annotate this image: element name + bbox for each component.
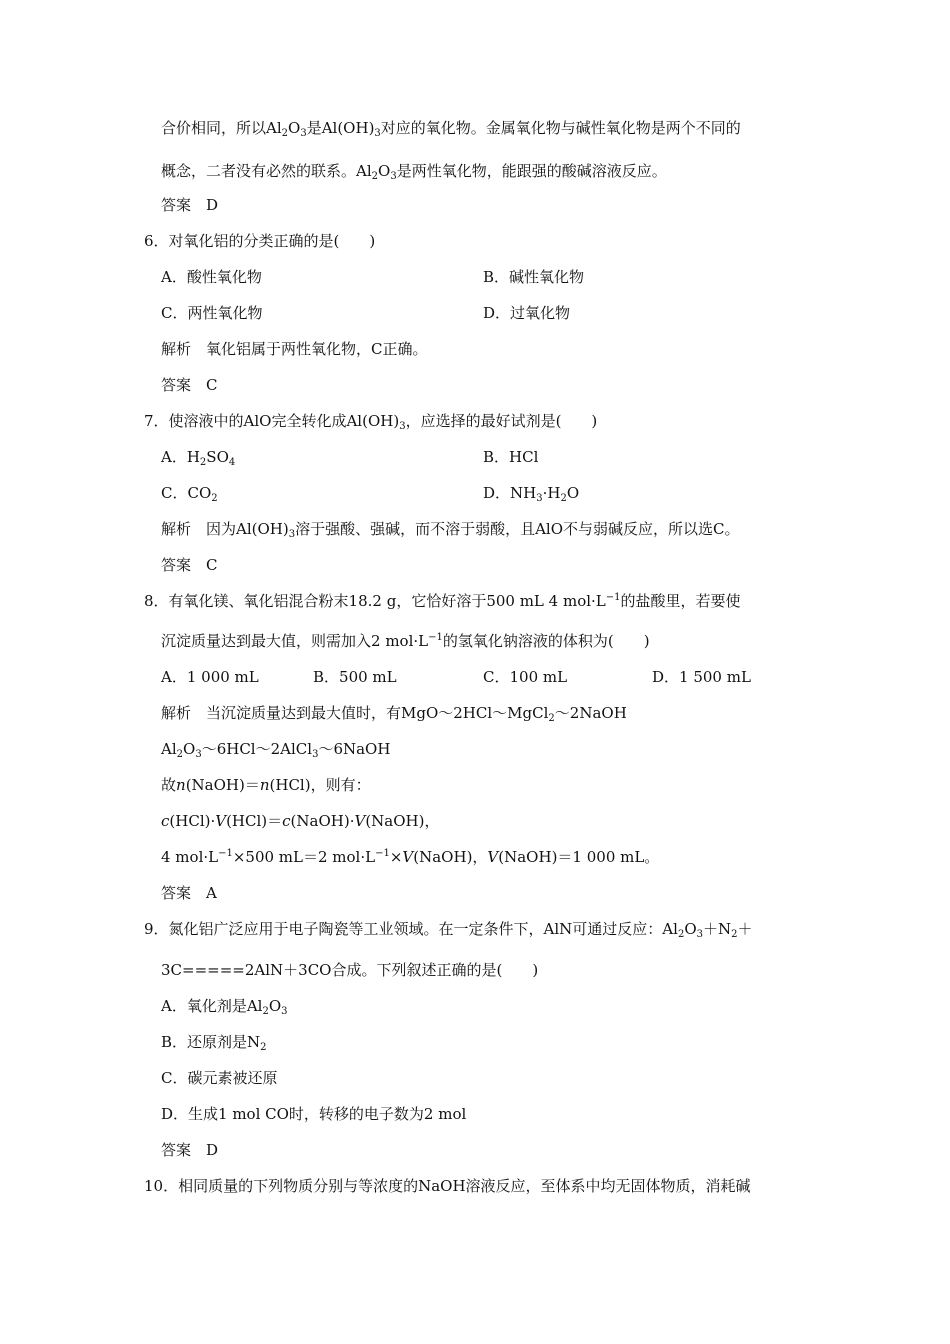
- extra-1: D．过氧化物: [483, 304, 571, 322]
- lines-21: 答案 A: [161, 884, 217, 902]
- lines-13: 8．有氧化镁、氧化铝混合粉末18.2 g，它恰好溶于500 mL 4 $mol\cdot L^{-1}$的盐酸里，若要使: [144, 592, 741, 610]
- lines-7: 答案 C: [161, 376, 218, 394]
- lines-9: A．$H_2SO_4$: [161, 448, 236, 468]
- lines-28: 答案 D: [161, 1141, 219, 1159]
- lines-27: D．生成1 mol CO时，转移的电子数为2 mol: [161, 1105, 467, 1123]
- lines-29: 10．相同质量的下列物质分别与等浓度的NaOH溶液反应，至体系中均无固体物质，消耗碱: [144, 1177, 751, 1195]
- extra-6: D．1 500 mL: [652, 668, 751, 686]
- lines-17: $Al_2O_3\sim 6HCl\sim 2AlCl_3\sim 6NaOH$: [161, 740, 391, 760]
- lines-10: C．$CO_2$: [161, 484, 218, 504]
- lines-6: 解析 氧化铝属于两性氧化物，C正确。: [161, 340, 428, 358]
- lines-8: 7．使溶液中的AlO完全转化成$Al(OH)_3$，应选择的最好试剂是( ): [144, 412, 598, 432]
- lines-11: 解析 因为$Al(OH)_3$溶于强酸、强碱，而不溶于弱酸，且AlO不与弱碱反应，所以选C。: [161, 520, 740, 540]
- lines-18: 故n(NaOH)＝n(HCl)，则有：: [161, 776, 371, 794]
- lines-23: 3C=====2AlN＋3CO合成。下列叙述正确的是( ): [161, 961, 539, 979]
- lines-1: 概念，二者没有必然的联系。$Al_2O_3$是两性氧化物，能跟强的酸碱溶液反应。: [161, 162, 667, 182]
- lines-3: 6．对氧化铝的分类正确的是( ): [144, 232, 376, 250]
- lines-19: c(HCl)·V(HCl)＝c(NaOH)·V(NaOH)，: [161, 812, 440, 830]
- lines-22: 9．氮化铝广泛应用于电子陶瓷等工业领域。在一定条件下，AlN可通过反应：$Al_2O_3+N_2+$: [144, 920, 753, 940]
- lines-16: 解析 当沉淀质量达到最大值时，有MgO～2HCl～MgCl$_2$～2NaOH: [161, 704, 627, 724]
- lines-24: A．氧化剂是$Al_2O_3$: [161, 997, 288, 1017]
- lines-2: 答案 D: [161, 196, 219, 214]
- lines-4: A．酸性氧化物: [161, 268, 262, 286]
- extra-4: B．500 mL: [313, 668, 397, 686]
- extra-3: D．$NH_3\cdot H_2O$: [483, 484, 580, 504]
- lines-14: 沉淀质量达到最大值，则需加入2 $mol\cdot L^{-1}$的氢氧化钠溶液的体积为( ): [161, 632, 650, 650]
- lines-15: A．1 000 mL: [161, 668, 259, 686]
- lines-12: 答案 C: [161, 556, 218, 574]
- lines-25: B．还原剂是$N_2$: [161, 1033, 267, 1053]
- lines-0: 合价相同，所以$Al_2O_3$是$Al(OH)_3$对应的氧化物。金属氧化物与碱性氧化物是两个不同的: [161, 119, 741, 139]
- lines-20: 4 $mol\cdot L^{-1}\times 500$ mL＝2 $mol\cdot L^{-1}\times V(NaOH)$，V(NaOH)＝1 000 mL。: [161, 848, 660, 866]
- extra-0: B．碱性氧化物: [483, 268, 585, 286]
- extra-5: C．100 mL: [483, 668, 568, 686]
- lines-5: C．两性氧化物: [161, 304, 263, 322]
- lines-26: C．碳元素被还原: [161, 1069, 278, 1087]
- extra-2: B．HCl: [483, 448, 539, 466]
